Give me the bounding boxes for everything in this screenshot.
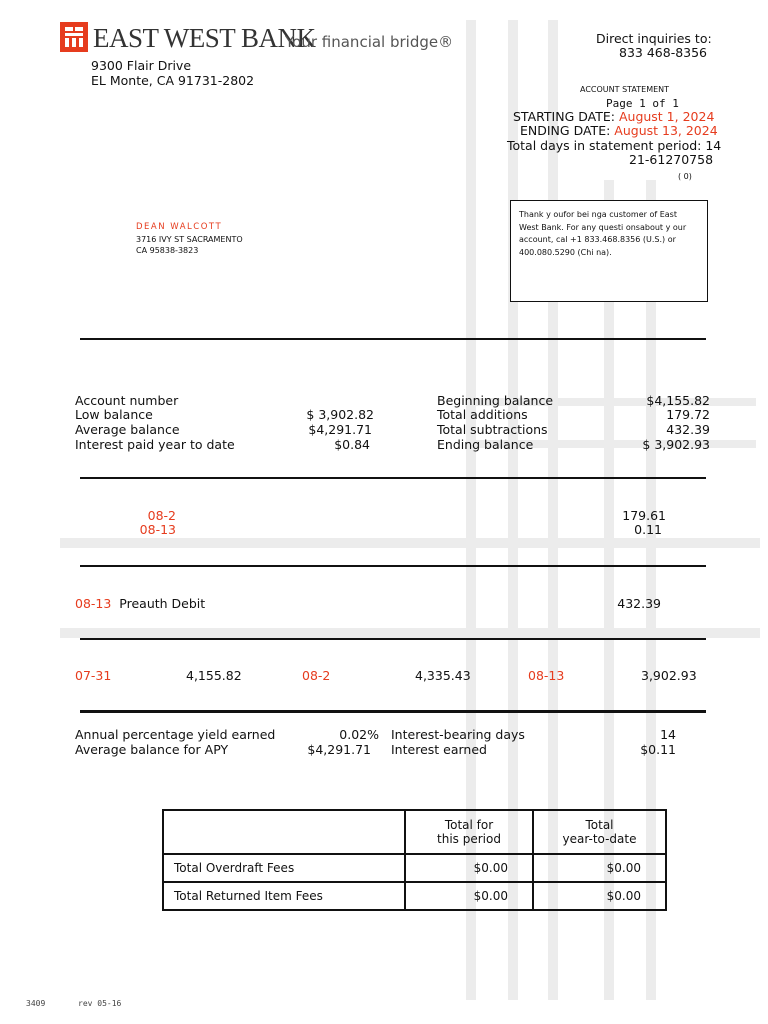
addition-date: 08-13 (139, 522, 176, 537)
summary-label-low-balance: Low balance (75, 407, 153, 422)
fee-period-value: $0.00 (405, 882, 533, 910)
apy-average-value: $4,291.71 (307, 742, 371, 757)
fees-col-ytd-header (533, 810, 666, 854)
customer-street: 3716 IVY ST SACRAMENTO (136, 235, 243, 244)
summary-value-low-balance: $ 3,902.82 (306, 407, 374, 422)
fee-label: Total Overdraft Fees (163, 854, 405, 882)
summary-value-total-additions: 179.72 (666, 407, 710, 422)
table-row (163, 882, 666, 910)
addition-date: 08-2 (147, 508, 176, 523)
bank-tagline: Your financial bridge® (285, 33, 454, 51)
apy-average-label: Average balance for APY (75, 742, 229, 757)
watermark-band (60, 538, 760, 548)
fee-period-value: $0.00 (405, 854, 533, 882)
bank-address-line2: EL Monte, CA 91731-2802 (91, 73, 255, 88)
statement-page: Page 1 of 1 (606, 97, 679, 110)
addition-amount: 179.61 (622, 508, 666, 523)
account-reference: 21-61270758 (629, 152, 714, 167)
interest-days-value: 14 (660, 727, 676, 742)
daily-balance-amount: 4,155.82 (186, 668, 242, 683)
divider (80, 638, 706, 640)
fees-col-period-line2: this period (437, 832, 501, 846)
daily-balance-amount: 3,902.93 (641, 668, 697, 683)
summary-label-average-balance: Average balance (75, 422, 180, 437)
fee-label: Total Returned Item Fees (163, 882, 405, 910)
addition-amount: 0.11 (634, 522, 662, 537)
divider (80, 338, 706, 340)
ending-date-row (520, 124, 718, 139)
daily-balance-date: 08-13 (528, 668, 565, 683)
inquiries-phone: 833 468-8356 (619, 45, 708, 60)
fee-ytd-value: $0.00 (533, 882, 666, 910)
statement-title: ACCOUNT STATEMENT (580, 85, 670, 94)
bank-name: EAST WEST BANK (93, 23, 316, 53)
notice-line: West Bank. For any questi onsabout y our (519, 222, 687, 232)
watermark-band (60, 628, 760, 638)
interest-days-label: Interest-bearing days (391, 727, 525, 742)
ending-date: August 13, 2024 (614, 123, 718, 138)
ending-date-label: ENDING DATE: (520, 123, 615, 138)
bank-logo-icon (60, 22, 88, 52)
fees-col-ytd-line2: year-to-date (562, 832, 637, 846)
subtraction-row (75, 597, 205, 612)
summary-value-ending-balance: $ 3,902.93 (642, 437, 710, 452)
daily-balance-date: 08-2 (302, 668, 331, 683)
fees-col-period-header (405, 810, 533, 854)
summary-value-interest-ytd: $0.84 (334, 437, 370, 452)
summary-label-interest-ytd: Interest paid year to date (75, 437, 235, 452)
bank-logo (60, 22, 88, 56)
table-row (163, 854, 666, 882)
customer-name: DEAN WALCOTT (136, 222, 223, 232)
apy-label: Annual percentage yield earned (75, 727, 276, 742)
summary-value-total-subtractions: 432.39 (666, 422, 710, 437)
notice-box (510, 200, 708, 302)
fees-table (162, 809, 667, 911)
notice-line: Thank y oufor bei nga customer of East (519, 210, 677, 219)
form-number: 3409 (26, 999, 46, 1008)
interest-earned-label: Interest earned (391, 742, 487, 757)
summary-label-account-number: Account number (75, 393, 179, 408)
customer-city: CA 95838-3823 (136, 246, 199, 255)
daily-balance-date: 07-31 (75, 668, 112, 683)
period-days: Total days in statement period: 14 (507, 138, 722, 153)
fees-col-ytd-line1: Total (585, 818, 614, 832)
fees-table-header (163, 810, 666, 854)
notice-line: 400.080.5290 (Chi na). (519, 247, 612, 257)
summary-label-total-subtractions: Total subtractions (437, 422, 548, 437)
subtraction-description: Preauth Debit (119, 596, 206, 611)
notice-line: account, cal +1 833.468.8356 (U.S.) or (519, 235, 676, 244)
apy-value: 0.02% (339, 727, 379, 742)
subtraction-date: 08-13 (75, 596, 112, 611)
summary-value-beginning-balance: $4,155.82 (646, 393, 710, 408)
fees-table-corner (163, 810, 405, 854)
fees-col-period-line1: Total for (444, 818, 494, 832)
starting-date-label: STARTING DATE: (513, 109, 619, 124)
summary-label-total-additions: Total additions (437, 407, 528, 422)
summary-label-beginning-balance: Beginning balance (437, 393, 554, 408)
summary-label-ending-balance: Ending balance (437, 437, 534, 452)
divider (80, 565, 706, 567)
bank-address-line1: 9300 Flair Drive (91, 58, 192, 73)
interest-earned-value: $0.11 (640, 742, 676, 757)
fee-ytd-value: $0.00 (533, 854, 666, 882)
form-revision: rev 05-16 (78, 999, 122, 1008)
divider (80, 477, 706, 479)
reference-code: ( 0) (678, 172, 692, 181)
starting-date: August 1, 2024 (618, 109, 715, 124)
divider (80, 710, 706, 713)
daily-balance-amount: 4,335.43 (415, 668, 471, 683)
subtraction-amount: 432.39 (617, 596, 661, 611)
inquiries-label: Direct inquiries to: (596, 31, 712, 46)
summary-value-average-balance: $4,291.71 (308, 422, 372, 437)
